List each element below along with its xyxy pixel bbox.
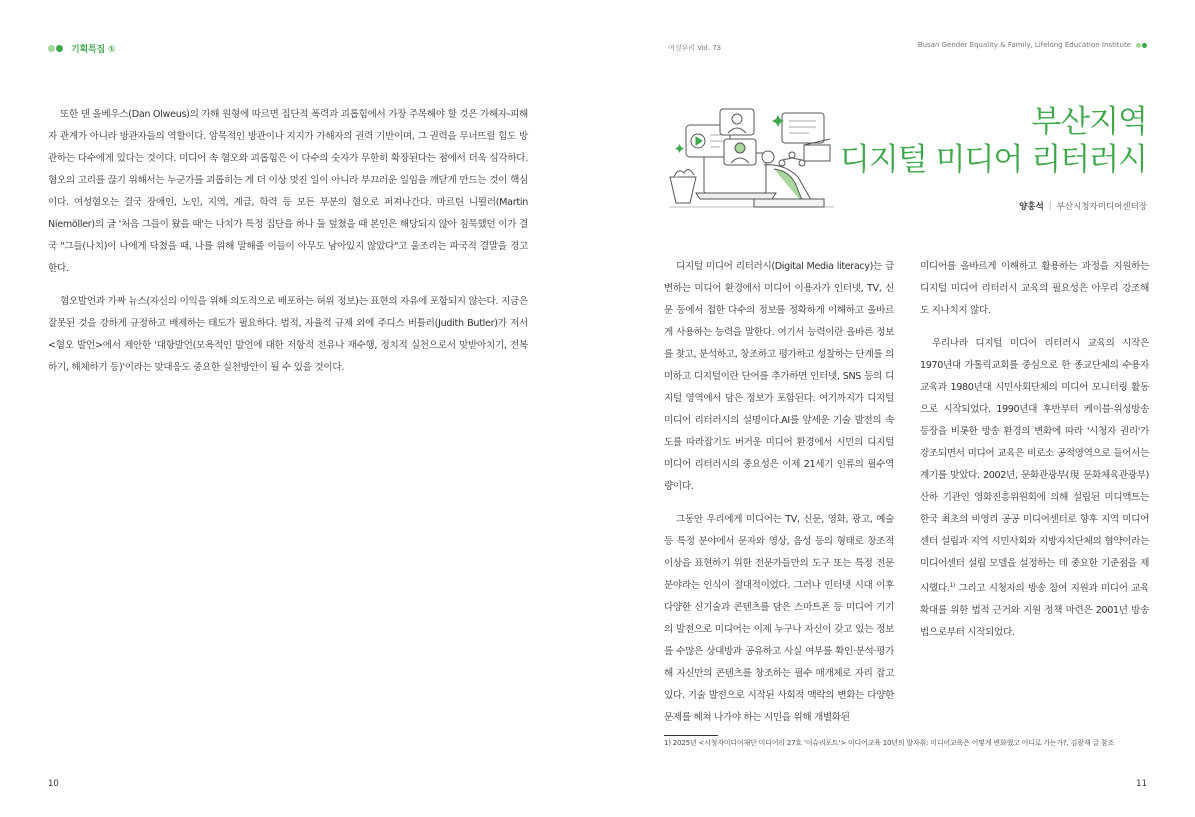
- page-number-left: 10: [48, 779, 59, 789]
- author-name: 양홍석: [1019, 202, 1044, 212]
- page-number-right: 11: [1136, 779, 1147, 789]
- paragraph: 미디어를 올바르게 이해하고 활용하는 과정을 지원하는 디지털 미디어 리터러시 교육의 필요성은 아무리 강조해도 지나치지 않다.: [920, 261, 1149, 316]
- body-column-1: [664, 256, 894, 729]
- author-affiliation: 부산시청자미디어센터장: [1056, 202, 1147, 212]
- title-line-2: 디지털 미디어 리터러시: [839, 142, 1147, 178]
- paragraph: 디지털 미디어 리터러시(Digital Media literacy)는 급변하는 미디어 환경에서 미디어 이용자가 인터넷, TV, 신문 등에서 접한 다수의 정보를 정확하게 이해하고 올바르게 사용하는 능력을 말한다. 여기서 능력이란 올바른 정보를 찾고, 분석하고, 창조하고 평가하고 성찰하는 단계를 의미하고 디지털이란 단어를 추가하면 인터넷, SNS 등의 디지털 영역에서 담은 정보가 포함된다. 여기까지가 디지털 미디어 리터러시의 설명이다.AI를 앞세운 기술 발전의 속도를 따라잡기도 버거운 미디어 환경에서 시민의 디지털 미디어 리터러시의 중요성은 이제 21세기 인류의 필수역량이다.: [664, 261, 894, 492]
- body-column-2: [920, 256, 1149, 644]
- footnote-divider: [664, 735, 718, 736]
- institute-header: [918, 41, 1147, 49]
- title-line-1: 부산지역: [1031, 104, 1147, 140]
- paragraph-tail: 그리고 시청자의 방송 참여 지원과 미디어 교육 확대를 위한 법적 근거와 지원 정책 마련은 2001년 방송법으로부터 시작되었다.: [920, 583, 1149, 639]
- left-page: [0, 0, 597, 817]
- author-byline: [1019, 200, 1147, 212]
- paragraph: 혐오발언과 가짜 뉴스(자신의 이익을 위해 의도적으로 배포하는 허위 정보)는 표현의 자유에 포함되지 않는다. 지금은 잘못된 것을 강하게 규정하고 배제하는 태도가 필요하다. 법적, 자율적 규제 외에 주디스 버틀러(Judith Butler)가 저서 <혐오 발언>에서 제안한 '대항발언(모욕적인 발언에 대한 저항적 전유나 재수행, 정치적 실천으로서 맞받아치기, 전복하기, 해체하기 등)'이라는 맞대응도 중요한 실천방안이 될 수 있을 것이다.: [48, 296, 528, 373]
- magazine-issue: 여성우리 Vol. 73: [668, 44, 722, 52]
- paragraph: 또한 댄 올베우스(Dan Olweus)의 가해 원형에 따르면 집단적 폭력과 괴롭힘에서 가장 주목해야 할 것은 가해자-피해자 관계가 아니라 방관자들의 역할이다. 암묵적인 방관이나 지지가 가해자의 권력 기반이며, 그 권력을 무너뜨릴 힘도 방관하는 다수에게 있다는 것이다. 미디어 속 혐오와 괴롭힘은 이 다수의 숫자가 무한히 확장된다는 점에서 더욱 심각하다. 혐오의 고리를 끊기 위해서는 누군가를 괴롭히는 게 더 이상 멋진 일이 아니라 부끄러운 일임을 깨닫게 만드는 것이 핵심이다. 여성혐오는 결국 장애인, 노인, 지역, 계급, 학력 등 모든 부분의 혐오로 퍼져나간다. 마르틴 니묄러(Martin Niemöller)의 글 '처음 그들이 왔을 때'는 나치가 특정 집단을 하나 둘 덮쳤을 때 본인은 해당되지 않아 침묵했던 이가 결국 "그들(나치)이 나에게 닥쳤을 때, 나를 위해 말해줄 이들이 아무도 남아있지 않았다"고 울조리는 파국적 결말을 경고한다.: [48, 109, 528, 274]
- left-body-text: [48, 104, 528, 379]
- green-dots-icon: [1136, 43, 1147, 48]
- right-page: [598, 0, 1195, 817]
- footnote-ref[interactable]: 1): [949, 582, 955, 589]
- digital-media-illustration-icon: [664, 105, 842, 220]
- section-header: [48, 42, 115, 55]
- paragraph: 그동안 우리에게 미디어는 TV, 신문, 영화, 광고, 예술 등 특정 분야에서 문자와 영상, 음성 등의 형태로 창조적 이상을 표현하기 위한 전문가들만의 도구 또는 특정 전문 분야라는 인식이 절대적이었다. 그러나 인터넷 시대 이후 다양한 신기술과 콘텐츠를 담은 스마트폰 등 미디어 기기의 발전으로 미디어는 이제 누구나 자신이 갖고 있는 정보를 수많은 상대방과 공유하고 사실 여부를 확인·분석·평가해 자신만의 콘텐츠를 창조하는 필수 매개체로 자리 잡고 있다. 기술 발전으로 시작된 사회적 맥락의 변화는 다양한 문제를 헤쳐 나가야 하는 시민을 위해 개별화된: [664, 514, 894, 723]
- footnote: 1) 2025년 <시청자미디어재단 미디어리 27호 '이슈리포트'> 미디어교육 10년의 발자취: 미디어교육은 어떻게 변화했고 어디로 가는가?, 김광재 글 참조: [664, 739, 1115, 747]
- article-title: [840, 103, 1147, 179]
- paragraph-main: 우리나라 디지털 미디어 리터러시 교육의 시작은 1970년대 가톨릭교회를 중심으로 한 종교단체의 수용자교육과 1980년대 시민사회단체의 미디어 모니터링 활동으로 시작되었다. 1990년대 후반부터 케이블·위성방송 등장을 비롯한 방송 환경의 변화에 따라 '시청자 권리'가 강조되면서 미디어 교육은 비로소 공적영역으로 들어서는 계기를 맞았다. 2002년, 문화관광부(現 문화체육관광부) 산하 기관인 영화진흥위원회에 의해 설립된 미디액트는 한국 최초의 비영리 공공 미디어센터로 향후 지역 미디어센터 설립과 지역 시민사회와 지방자치단체의 협약이라는 미디어센터 설립 모델을 설정하는 데 중요한 기준점을 제시했다.: [920, 338, 1149, 595]
- paragraph: [920, 333, 1149, 644]
- section-label: 기획특집 ①: [71, 45, 116, 55]
- institute-name: Busan Gender Equality & Family, Lifelong Education Institute: [917, 41, 1131, 49]
- author-separator: |: [1048, 201, 1052, 211]
- green-dots-icon: [48, 45, 63, 52]
